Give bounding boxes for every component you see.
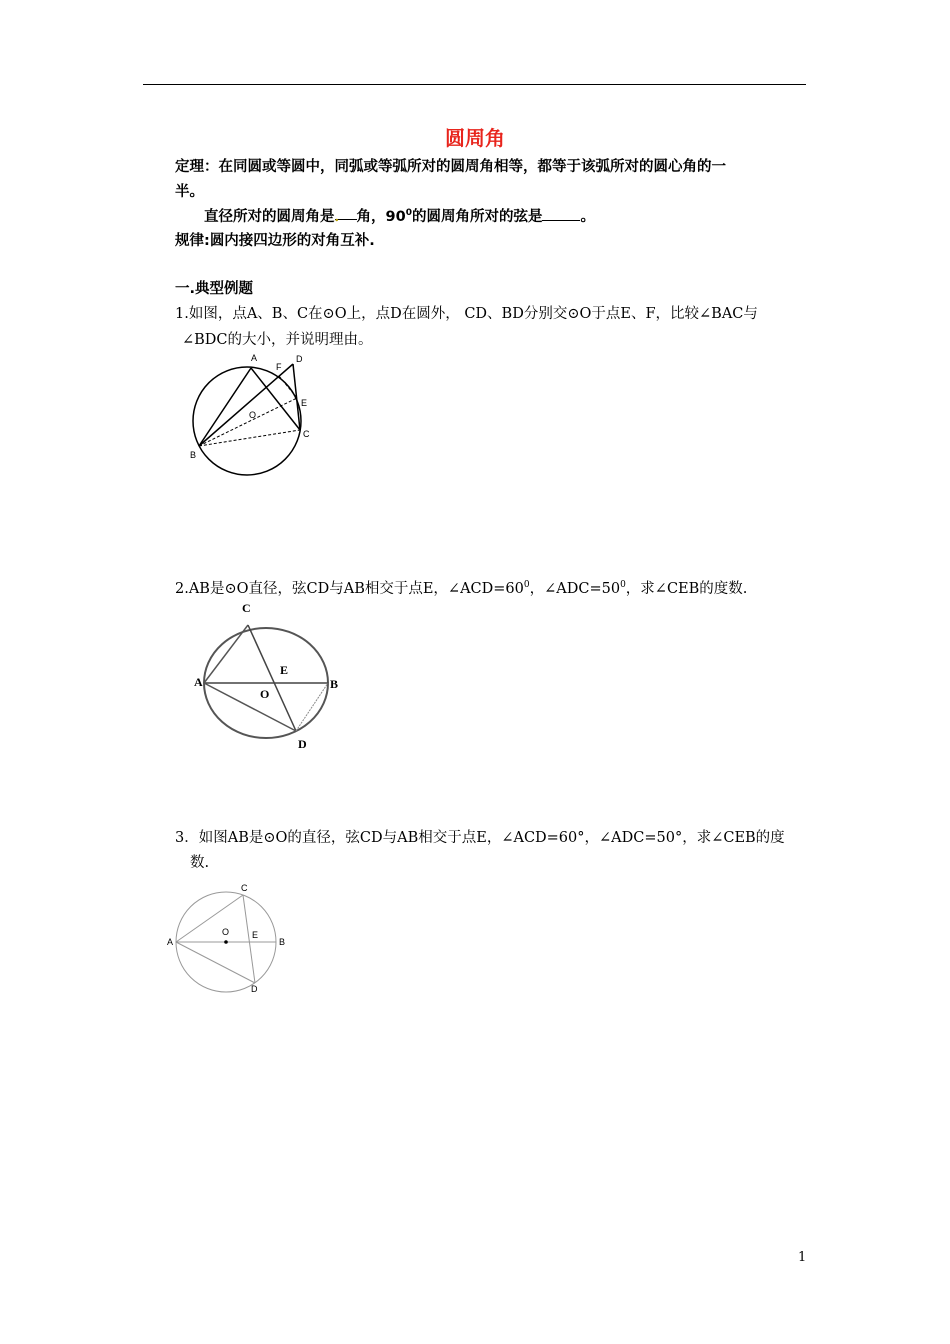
theorem-line2: 半。 [175,184,204,200]
blank-chord[interactable] [542,206,580,221]
diameter-part1: 直径所对的圆周角是 [204,209,335,225]
theorem-text: 在同圆或等圆中，同弧或等弧所对的圆周角相等，都等于该弧所对的圆心角的一 [218,159,726,175]
p3-label-O: O [222,927,230,937]
p3-label-B: B [279,937,286,947]
problem-1-line2: ∠BDC的大小，并说明理由。 [182,332,373,348]
section-heading: 一.典型例题 [175,281,254,297]
p3-label-A: A [167,937,174,947]
rule-line [175,229,375,250]
header-rule [143,84,806,85]
p1-label-D: D [296,354,303,364]
p2-line-CD [248,625,296,731]
theorem-line1 [175,155,726,176]
p1-label-F: F [276,362,282,372]
p1-line-AC [251,368,300,430]
diameter-part3: 的圆周角所对的弦是 [411,209,543,225]
problem-2-text: 2.AB是⊙O直径，弦CD与AB相交于点E，$\angle ACD=60^0$，$\angle ADC=50^0$，求∠CEB的度数. [175,580,748,597]
p3-label-E: E [252,930,259,940]
p2-label-B: B [330,677,339,691]
page-number: 1 [798,1250,807,1265]
theorem-label: 定理： [175,159,219,175]
diameter-part2: 角，90 [356,209,406,225]
p3-label-C: C [241,883,248,893]
p2-line-AD [204,683,296,731]
p1-circle [193,367,301,475]
problem-3-line1: 3．如图AB是⊙O的直径，弦CD与AB相交于点E，∠ACD=60°，∠ADC=50°，求∠CEB的度 [175,830,785,846]
problem-1-line1: 1.如图，点A、B、C在⊙O上，点D在圆外， CD、BD分别交⊙O于点E、F，比较∠BAC与 [175,306,758,322]
p2-label-D: D [298,737,307,751]
p3-line-AC [176,895,243,942]
p3-line-AD [176,942,255,983]
p3-label-D: D [251,984,258,994]
p2-line-DB [296,683,328,731]
p1-label-O: O [249,410,257,420]
p1-line-BE-dashed [199,398,297,446]
problem-3-figure [162,878,302,1000]
p2-line-AC [204,625,248,683]
problem-3-line2: 数. [190,855,210,871]
rule-text: 圆内接四边形的对角互补. [209,233,375,249]
p1-label-A: A [251,353,258,363]
p2-label-O: O [260,687,270,701]
page-title: 圆周角 [445,126,505,150]
diameter-statement: 直径所对的圆周角是． 角，$90^0$的圆周角所对的弦是 。 [204,205,595,226]
p3-center-dot [224,940,228,944]
problem-2-figure [190,598,350,753]
blank-angle-type[interactable]: ． [335,205,357,220]
diameter-part4: 。 [580,209,595,225]
p1-label-B: B [190,450,197,460]
p2-label-A: A [194,675,203,689]
p2-label-C: C [242,601,251,615]
p1-label-C: C [303,429,310,439]
p2-label-E: E [280,663,289,677]
rule-label: 规律: [175,233,210,249]
problem-1-figure [185,350,325,485]
p1-label-E: E [301,398,308,408]
